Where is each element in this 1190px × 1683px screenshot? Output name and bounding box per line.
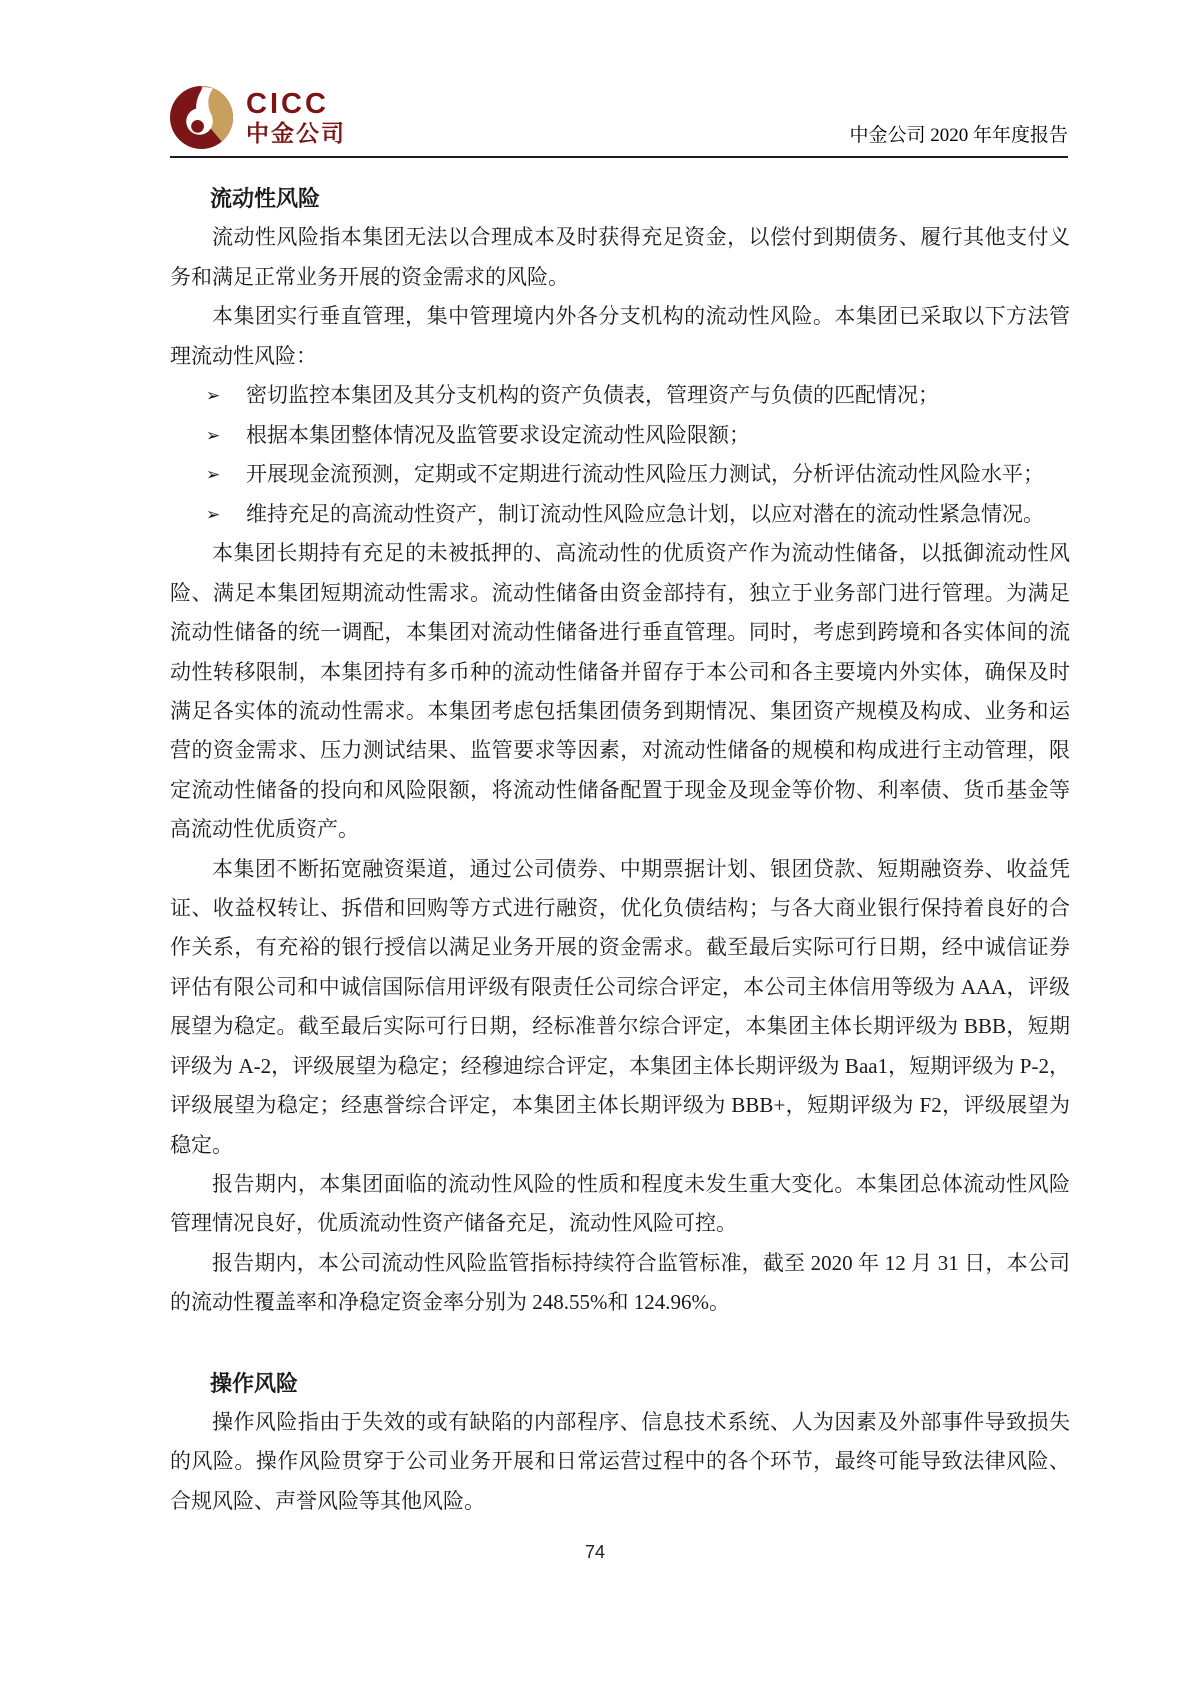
cicc-wordmark [246, 87, 346, 146]
cicc-logo-icon [170, 86, 233, 149]
logo-text-cn: 中金公司 [246, 119, 346, 146]
paragraph-operational-intro: 操作风险指由于失效的或有缺陷的内部程序、信息技术系统、人为因素及外部事件导致损失的风险。操作风险贯穿于公司业务开展和日常运营过程中的各个环节，最终可能导致法律风险、合规风险、声誉风险等其他风险。 [170, 1409, 1070, 1513]
arrow-bullet-icon: ➢ [206, 386, 221, 406]
section-heading-operational-risk: 操作风险 [210, 1370, 299, 1396]
paragraph-regulatory-metrics: 报告期内，本公司流动性风险监管指标持续符合监管标准，截至 2020 年 12 月 31 日，本公司的流动性覆盖率和净稳定资金率分别为 248.55%和 124.96%。 [170, 1250, 1070, 1315]
list-item [170, 376, 1070, 416]
arrow-bullet-icon: ➢ [206, 425, 221, 445]
logo-text-en: CICC [246, 87, 329, 120]
list-item-text: 开展现金流预测，定期或不定期进行流动性风险压力测试，分析评估流动性风险水平； [246, 462, 1044, 487]
paragraph-liquidity-reserves: 本集团长期持有充足的未被抵押的、高流动性的优质资产作为流动性储备，以抵御流动性风险、满足本集团短期流动性需求。流动性储备由资金部持有，独立于业务部门进行管理。为满足流动性储备的统一调配，本集团对流动性储备进行垂直管理。同时，考虑到跨境和各实体间的流动性转移限制，本集团持有多币种的流动性储备并留存于本公司和各主要境内外实体，确保及时满足各实体的流动性需求。本集团考虑包括集团债务到期情况、集团资产规模及构成、业务和运营的资金需求、压力测试结果、监管要求等因素，对流动性储备的规模和构成进行主动管理，限定流动性储备的投向和风险限额，将流动性储备配置于现金及现金等价物、利率债、货币基金等高流动性优质资产。 [170, 541, 1070, 842]
list-item-text: 根据本集团整体情况及监管要求设定流动性风险限额； [246, 422, 750, 447]
section-heading-liquidity-risk: 流动性风险 [210, 186, 321, 211]
arrow-bullet-icon: ➢ [206, 504, 221, 524]
page-number: 74 [584, 1542, 606, 1562]
paragraph-financing-and-ratings: 本集团不断拓宽融资渠道，通过公司债券、中期票据计划、银团贷款、短期融资券、收益凭证、收益权转让、拆借和回购等方式进行融资，优化负债结构；与各大商业银行保持着良好的合作关系，有充裕的银行授信以满足业务开展的资金需求。截至最后实际可行日期，经中诚信证券评估有限公司和中诚信国际信用评级有限责任公司综合评定，本公司主体信用等级为 AAA，评级展望为稳定。截至最后实际可行日期，经标准普尔综合评定，本集团主体长期评级为 BBB，短期评级为 A-2，评级展望为稳定；经穆迪综合评定，本集团主体长期评级为 Baa1，短期评级为 P-2，评级展望为稳定；经惠誉综合评定，本集团主体长期评级为 BBB+，短期评级为 F2，评级展望为稳定。 [170, 856, 1070, 1157]
page-header [170, 0, 1068, 158]
list-item [170, 416, 1070, 456]
paragraph-liquidity-management: 本集团实行垂直管理，集中管理境内外各分支机构的流动性风险。本集团已采取以下方法管理流动性风险： [170, 304, 1070, 368]
list-item-text: 维持充足的高流动性资产，制订流动性风险应急计划，以应对潜在的流动性紧急情况。 [246, 501, 1044, 526]
running-header-title: 中金公司 2020 年年度报告 [849, 125, 1068, 146]
arrow-bullet-icon: ➢ [206, 465, 221, 485]
paragraph-period-change: 报告期内，本集团面临的流动性风险的性质和程度未发生重大变化。本集团总体流动性风险管理情况良好，优质流动性资产储备充足，流动性风险可控。 [170, 1171, 1070, 1236]
cicc-logo [170, 86, 346, 156]
liquidity-measures-list [170, 376, 1070, 534]
list-item [170, 495, 1070, 535]
page-body [170, 179, 1070, 1521]
list-item-text: 密切监控本集团及其分支机构的资产负债表，管理资产与负债的匹配情况； [246, 383, 939, 408]
paragraph-liquidity-intro: 流动性风险指本集团无法以合理成本及时获得充足资金，以偿付到期债务、履行其他支付义务和满足正常业务开展的资金需求的风险。 [170, 225, 1070, 289]
list-item [170, 455, 1070, 495]
